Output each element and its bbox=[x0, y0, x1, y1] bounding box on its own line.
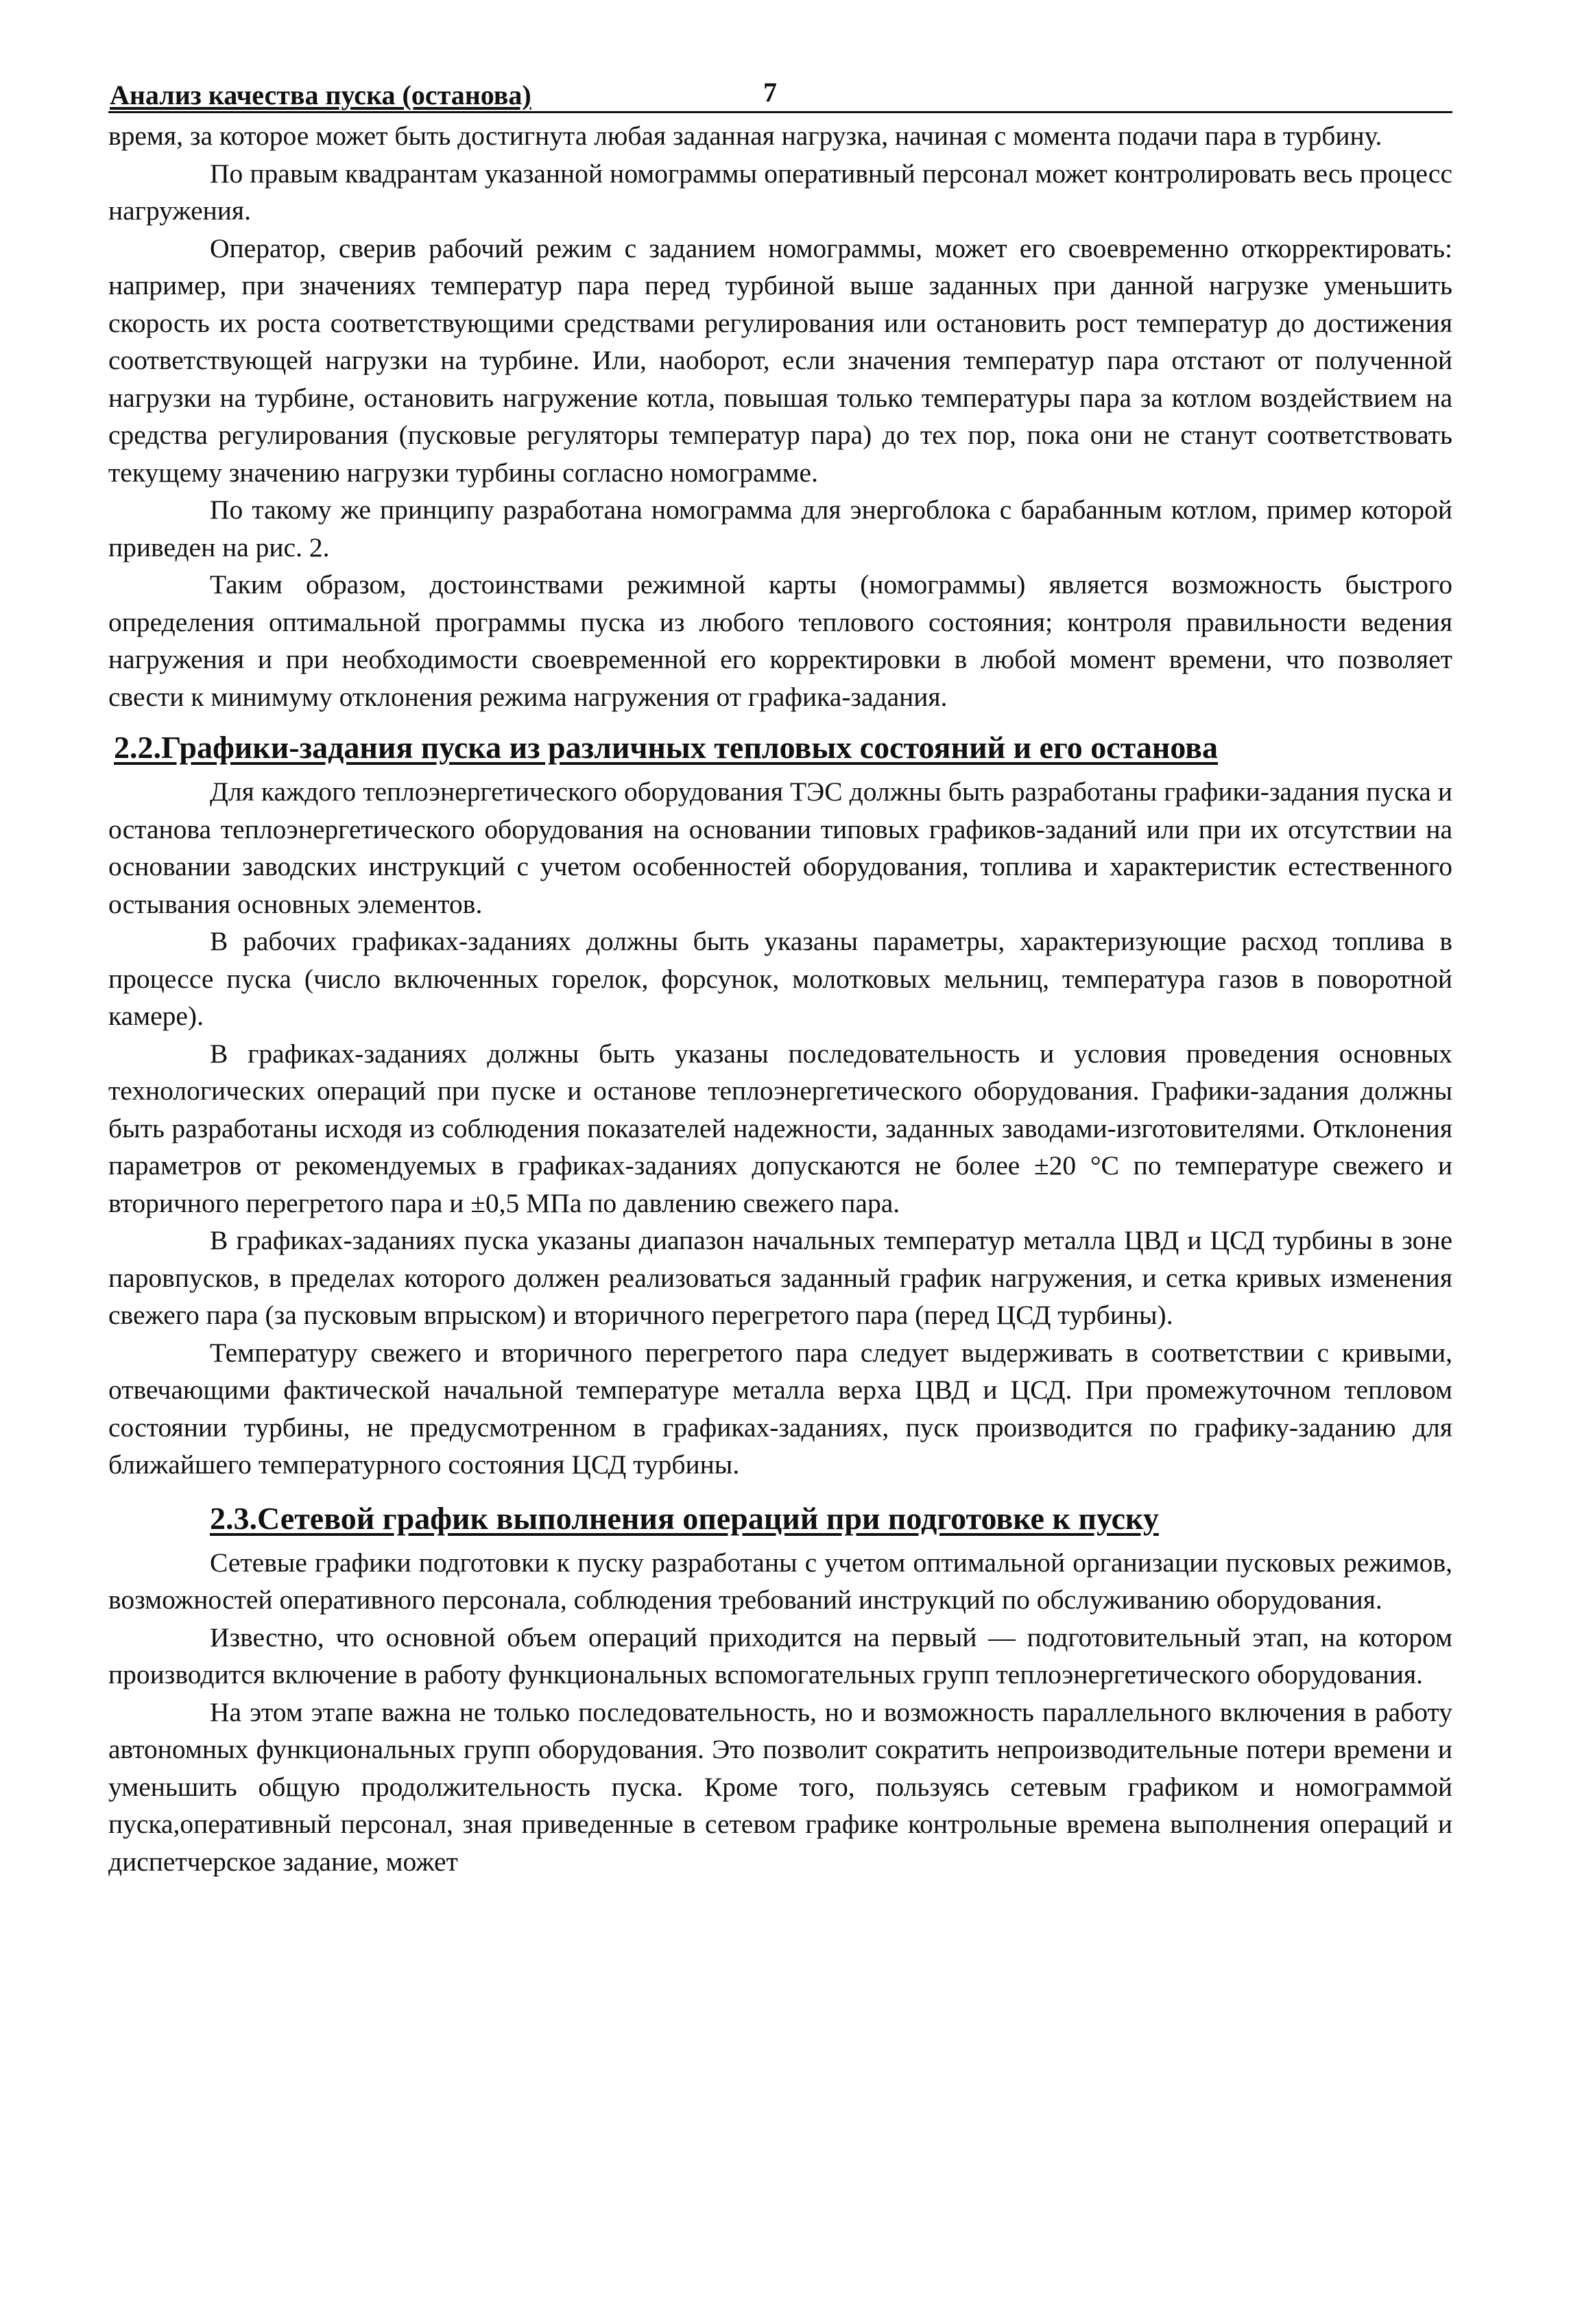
running-header-title: Анализ качества пуска (останова) bbox=[110, 80, 531, 110]
paragraph: На этом этапе важна не только последовательность, но и возможность параллельного включения в работу автономных функциональных групп оборудования. Это позволит сократить непроизводительные потери времени и уменьшить общую продолжительность пуска. Кроме того, пользуясь сетевым графиком и номограммой пуска,оперативный персонал, зная приведенные в сетевом графике контрольные времена выполнения операций и диспетчерское задание, может bbox=[108, 1696, 1452, 1877]
paragraph: В графиках-заданиях пуска указаны диапазон начальных температур металла ЦВД и ЦСД турбины в зоне паровпусков, в пределах которого должен реализоваться заданный график нагружения, и сетка кривых изменения свежего пара (за пусковым впрыском) и вторичного перегретого пара (перед ЦСД турбины). bbox=[108, 1225, 1452, 1330]
paragraph: Таким образом, достоинствами режимной карты (номограммы) является возможность быстрого определения оптимальной программы пуска из любого теплового состояния; контроля правильности ведения нагружения и при необходимости своевременной его корректировки в любой момент времени, что позволяет свести к минимуму отклонения режима нагружения от графика-задания. bbox=[108, 569, 1452, 712]
document-page bbox=[108, 69, 1452, 1880]
paragraph: По правым квадрантам указанной номограммы оперативный персонал может контролировать весь процесс нагружения. bbox=[108, 158, 1452, 226]
running-header bbox=[108, 69, 1452, 113]
page-number: 7 bbox=[763, 77, 777, 108]
body-text bbox=[108, 117, 1452, 1880]
paragraph: В рабочих графиках-заданиях должны быть указаны параметры, характеризующие расход топлива в процессе пуска (число включенных горелок, форсунок, молотковых мельниц, температура газов в поворотной камере). bbox=[108, 926, 1452, 1031]
paragraph: время, за которое может быть достигнута любая заданная нагрузка, начиная с момента подачи пара в турбину. bbox=[108, 121, 1382, 151]
paragraph: Для каждого теплоэнергетического оборудования ТЭС должны быть разработаны графики-задания пуска и останова теплоэнергетического оборудования на основании типовых графиков-заданий или при их отсутствии на основании заводских инструкций с учетом особенностей оборудования, топлива и характеристик естественного остывания основных элементов. bbox=[108, 776, 1452, 919]
paragraph: Температуру свежего и вторичного перегретого пара следует выдерживать в соответствии с кривыми, отвечающими фактической начальной температуре металла верха ЦВД и ЦСД. При промежуточном тепловом состоянии турбины, не предусмотренном в графиках-заданиях, пуск производится по графику-заданию для ближайшего температурного состояния ЦСД турбины. bbox=[108, 1337, 1452, 1480]
section-heading-2-2: 2.2.Графики-задания пуска из различных тепловых состояний и его останова bbox=[114, 730, 1219, 765]
paragraph: По такому же принципу разработана номограмма для энергоблока с барабанным котлом, пример которой приведен на рис. 2. bbox=[108, 495, 1452, 562]
paragraph: Известно, что основной объем операций приходится на первый — подготовительный этап, на котором производится включение в работу функциональных вспомогательных групп теплоэнергетического оборудования. bbox=[108, 1622, 1452, 1689]
section-heading-2-3: 2.3.Сетевой график выполнения операций при подготовке к пуску bbox=[210, 1500, 1159, 1536]
paragraph: Сетевые графики подготовки к пуску разработаны с учетом оптимальной организации пусковых режимов, возможностей оперативного персонала, соблюдения требований инструкций по обслуживанию оборудования. bbox=[108, 1547, 1452, 1615]
paragraph: Оператор, сверив рабочий режим с заданием номограммы, может его своевременно откорректировать: например, при значениях температур пара перед турбиной выше заданных при данной нагрузке уменьшить скорость их роста соответствующими средствами регулирования или остановить рост температур до достижения соответствующей нагрузки на турбине. Или, наоборот, если значения температур пара отстают от полученной нагрузки на турбине, остановить нагружение котла, повышая только температуры пара за котлом воздействием на средства регулирования (пусковые регуляторы температур пара) до тех пор, пока они не станут соответствовать текущему значению нагрузки турбины согласно номограмме. bbox=[108, 233, 1452, 488]
paragraph: В графиках-заданиях должны быть указаны последовательность и условия проведения основных технологических операций при пуске и останове теплоэнергетического оборудования. Графики-задания должны быть разработаны исходя из соблюдения показателей надежности, заданных заводами-изготовителями. Отклонения параметров от рекомендуемых в графиках-заданиях допускаются не более ±20 °С по температуре свежего и вторичного перегретого пара и ±0,5 МПа по давлению свежего пара. bbox=[108, 1038, 1452, 1218]
